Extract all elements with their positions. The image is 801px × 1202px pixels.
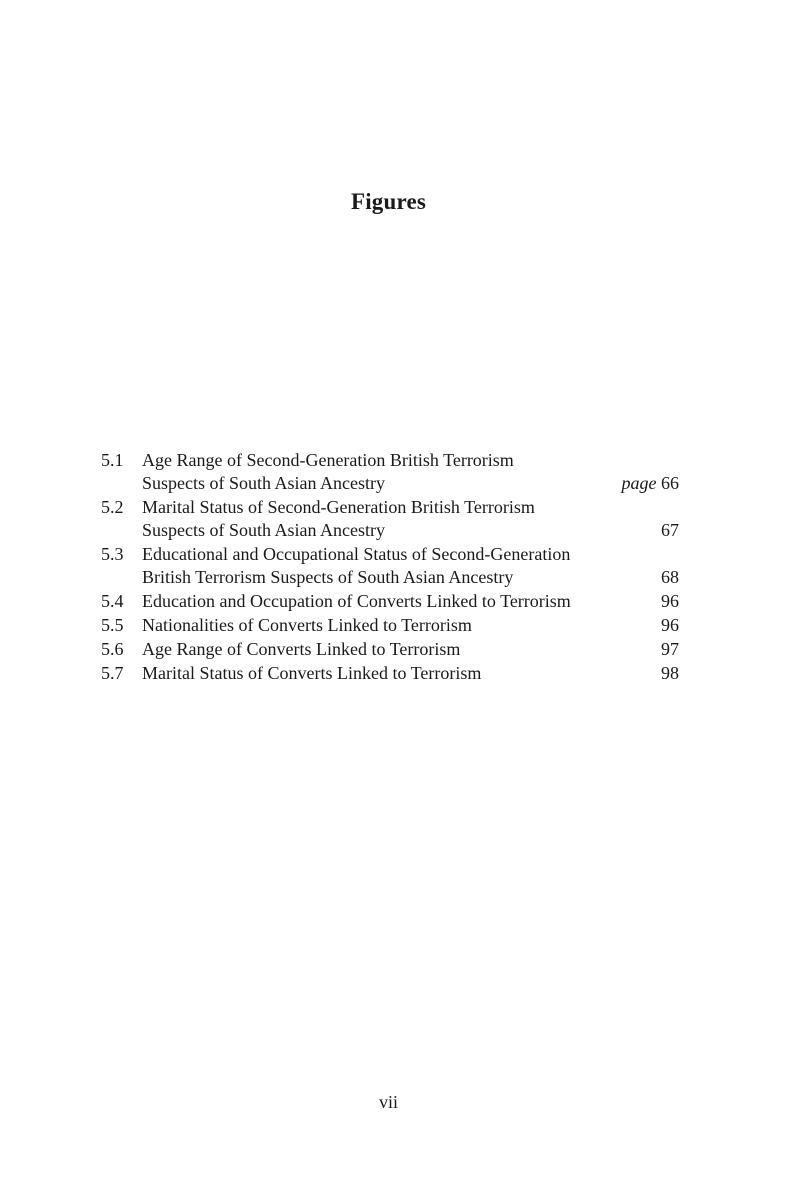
figure-number: 5.7 (101, 663, 124, 683)
figure-caption-line: Age Range of Second-Generation British Terrorism (142, 450, 514, 470)
figure-caption-line: Education and Occupation of Converts Linked to Terrorism (142, 591, 571, 611)
figure-page-number: 98 (661, 663, 679, 683)
figure-caption (142, 449, 614, 495)
figure-caption-line: Suspects of South Asian Ancestry (142, 520, 385, 540)
figure-number: 5.4 (101, 591, 124, 611)
figure-page-number: 96 (661, 591, 679, 611)
page-prefix-label: page (621, 473, 657, 493)
figure-page-number: 67 (661, 520, 679, 540)
figure-caption (142, 543, 653, 589)
figure-number: 5.2 (101, 497, 124, 517)
figure-list (101, 449, 679, 686)
figure-caption-line: Educational and Occupational Status of Second-Generation (142, 544, 571, 564)
figure-caption (142, 614, 653, 637)
figure-page-number: 68 (661, 567, 679, 587)
figure-caption (142, 590, 653, 613)
figure-number: 5.1 (101, 450, 124, 470)
figure-entry (101, 543, 679, 589)
figure-number: 5.3 (101, 544, 124, 564)
figure-entry (101, 614, 679, 637)
figure-caption (142, 638, 653, 661)
figure-entry (101, 496, 679, 542)
figure-entry (101, 449, 679, 495)
figure-page-number: 97 (661, 639, 679, 659)
figure-caption-line: Suspects of South Asian Ancestry (142, 473, 385, 493)
figure-caption (142, 496, 653, 542)
figure-page-number: 66 (661, 473, 679, 493)
folio-page-number: vii (378, 1092, 398, 1112)
figure-caption-line: Marital Status of Converts Linked to Terrorism (142, 663, 482, 683)
figure-entry (101, 638, 679, 661)
figure-caption-line: British Terrorism Suspects of South Asian Ancestry (142, 567, 514, 587)
figure-caption (142, 662, 653, 685)
figure-caption-line: Age Range of Converts Linked to Terrorism (142, 639, 461, 659)
page-title: Figures (350, 189, 427, 214)
figure-number: 5.5 (101, 615, 124, 635)
figure-page-ref (614, 472, 680, 495)
figure-caption-line: Marital Status of Second-Generation British Terrorism (142, 497, 535, 517)
figure-page-number: 96 (661, 615, 679, 635)
figure-caption-line: Nationalities of Converts Linked to Terrorism (142, 615, 472, 635)
figure-entry (101, 590, 679, 613)
figure-number: 5.6 (101, 639, 124, 659)
figure-entry (101, 662, 679, 685)
